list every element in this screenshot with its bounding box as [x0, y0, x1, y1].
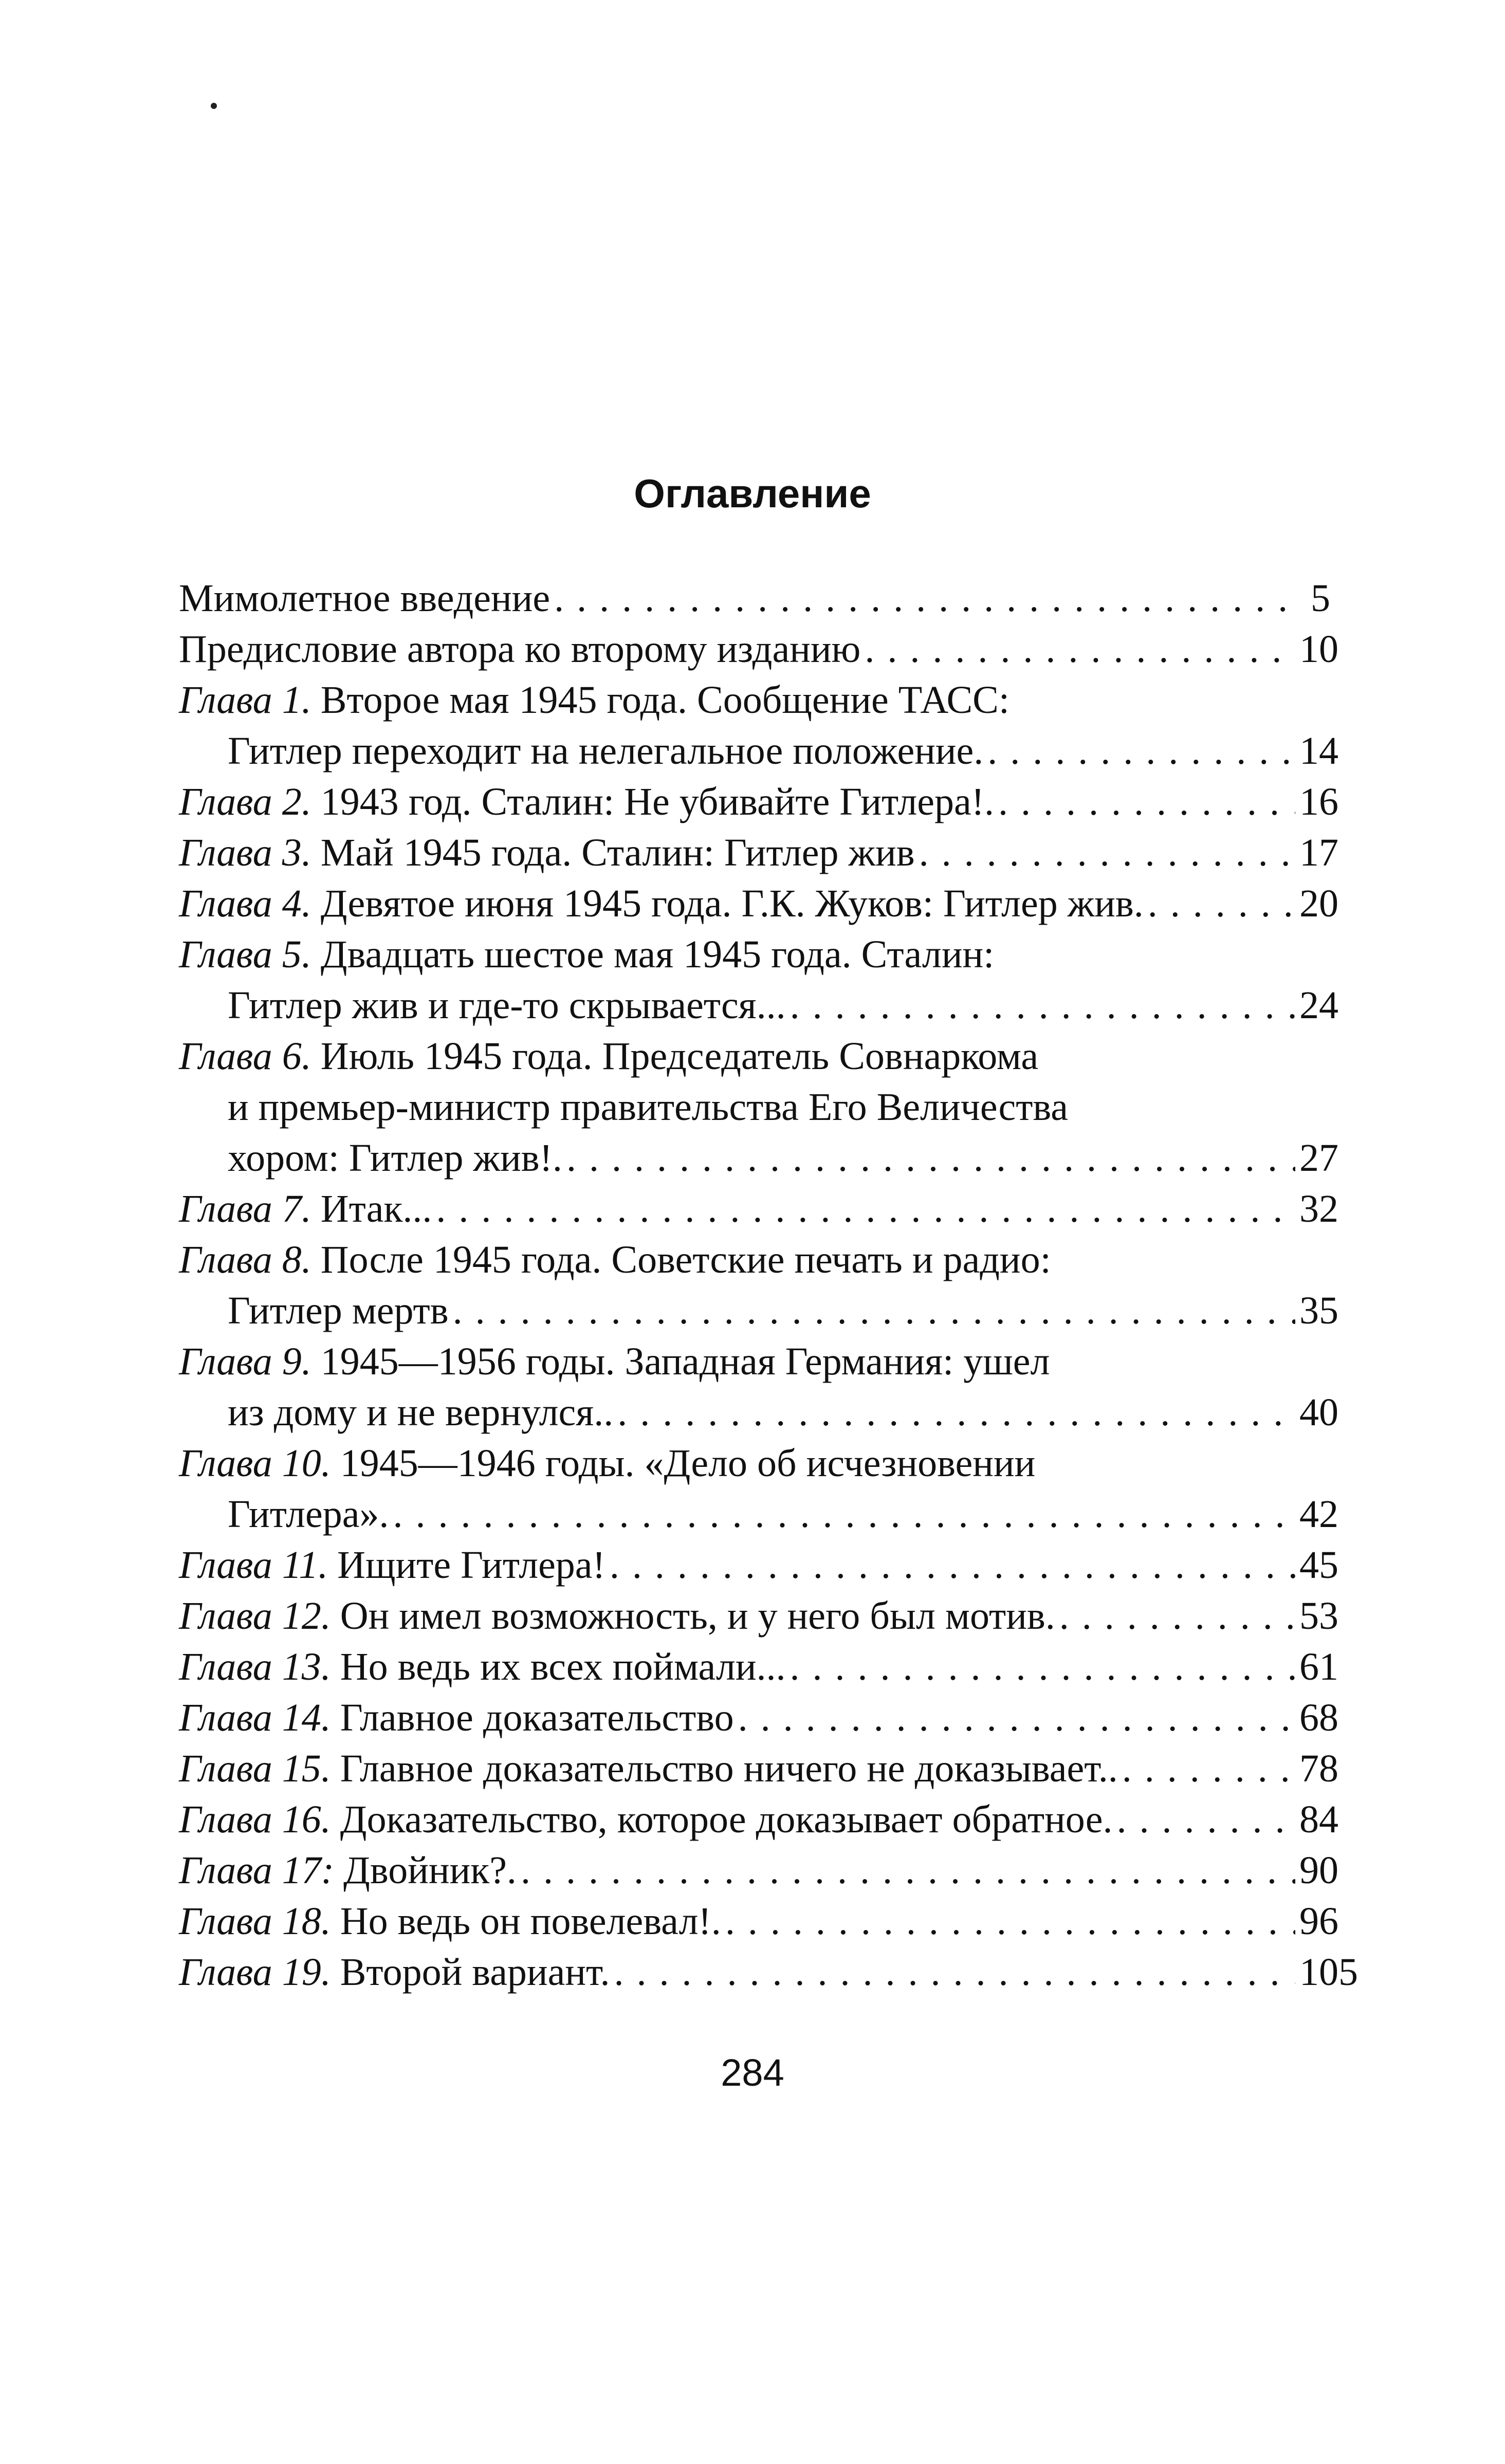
chapter-label: Глава 12.: [179, 1594, 331, 1638]
entry-page-number: 53: [1299, 1594, 1338, 1638]
entry-page-number: 96: [1299, 1900, 1338, 1943]
chapter-label: Глава 13.: [179, 1645, 331, 1688]
toc-entry-line: [179, 624, 1338, 675]
toc-entry-line: [179, 1133, 1338, 1184]
chapter-label: Глава 10.: [179, 1442, 331, 1485]
entry-title: После 1945 года. Советские печать и радио:: [320, 1238, 1051, 1281]
entry-title: Июль 1945 года. Председатель Совнаркома: [320, 1035, 1039, 1078]
dot-leader: [566, 1133, 1295, 1184]
entry-page-number: 20: [1299, 882, 1338, 925]
chapter-label: Глава 7.: [179, 1187, 311, 1230]
toc-entry-line: [179, 1235, 1330, 1285]
dot-leader: [610, 1540, 1295, 1591]
toc-entry-line: [179, 726, 1338, 777]
page-number: 284: [721, 2051, 784, 2094]
entry-title: Доказательство, которое доказывает обратное.: [340, 1798, 1113, 1841]
chapter-label: Глава 9.: [179, 1340, 311, 1383]
entry-title: Но ведь он повелевал!.: [340, 1900, 721, 1943]
entry-page-number: 14: [1299, 729, 1338, 773]
entry-title: Двойник?.: [343, 1849, 517, 1892]
entry-page-number: 16: [1299, 780, 1338, 823]
toc-entry-line: [179, 1438, 1330, 1489]
entry-page-number: 10: [1299, 628, 1338, 671]
entry-page-number: 40: [1299, 1391, 1338, 1434]
entry-title: Гитлер жив и где-то скрывается...: [228, 984, 786, 1027]
toc-entry-line: [179, 1489, 1338, 1540]
toc-entry-line: [179, 1540, 1338, 1591]
entry-title: Девятое июня 1945 года. Г.К. Жуков: Гитлер жив.: [320, 882, 1144, 925]
dot-leader: [453, 1285, 1295, 1336]
toc-entry-line: [179, 878, 1338, 929]
chapter-label: Глава 5.: [179, 933, 311, 976]
entry-page-number: 61: [1299, 1645, 1338, 1688]
chapter-label: Глава 8.: [179, 1238, 311, 1281]
dot-leader: [919, 828, 1295, 878]
toc-entry-line: [179, 1743, 1338, 1794]
toc-entry-line: [179, 573, 1330, 624]
entry-title: 1945—1946 годы. «Дело об исчезновении: [340, 1442, 1036, 1485]
toc-entry-line: [179, 1947, 1358, 1998]
dot-leader: [790, 980, 1295, 1031]
toc-entry-line: [179, 777, 1338, 828]
entry-title: Главное доказательство: [340, 1696, 734, 1739]
chapter-label: Глава 19.: [179, 1951, 331, 1994]
chapter-label: Глава 18.: [179, 1900, 331, 1943]
entry-title: Гитлер мертв: [228, 1289, 449, 1332]
toc-entry-line: [179, 1693, 1338, 1743]
entry-page-number: 105: [1299, 1951, 1358, 1994]
chapter-label: Глава 17:: [179, 1849, 335, 1892]
entry-page-number: 35: [1299, 1289, 1338, 1332]
toc-entry-line: [179, 1336, 1330, 1387]
entry-page-number: 17: [1299, 831, 1338, 874]
entry-title: Гитлера».: [228, 1493, 389, 1536]
chapter-label: Глава 15.: [179, 1747, 331, 1790]
entry-page-number: 90: [1299, 1849, 1338, 1892]
toc-entry-line: [179, 929, 1330, 980]
entry-title: Мимолетное введение: [179, 577, 550, 620]
entry-page-number: 32: [1299, 1187, 1338, 1230]
chapter-label: Глава 4.: [179, 882, 311, 925]
toc-entry-line: [179, 1031, 1330, 1082]
entry-title: Предисловие автора ко второму изданию: [179, 628, 861, 671]
chapter-label: Глава 2.: [179, 780, 311, 823]
entry-title: и премьер-министр правительства Его Величества: [228, 1086, 1069, 1129]
entry-title: Итак...: [320, 1187, 432, 1230]
entry-title: Он имел возможность, и у него был мотив.: [340, 1594, 1055, 1638]
dot-leader: [738, 1693, 1295, 1743]
print-speck: [211, 103, 217, 109]
dot-leader: [393, 1489, 1295, 1540]
dot-leader: [554, 573, 1295, 624]
chapter-label: Глава 3.: [179, 831, 311, 874]
dot-leader: [1116, 1794, 1295, 1845]
entry-title: Гитлер переходит на нелегальное положение.: [228, 729, 984, 773]
page-title: Оглавление: [634, 471, 871, 516]
dot-leader: [1122, 1743, 1295, 1794]
entry-title: из дому и не вернулся..: [228, 1391, 614, 1434]
dot-leader: [1059, 1591, 1295, 1642]
chapter-label: Глава 16.: [179, 1798, 331, 1841]
chapter-label: Глава 1.: [179, 678, 311, 722]
chapter-label: Глава 6.: [179, 1035, 311, 1078]
dot-leader: [865, 624, 1295, 675]
entry-title: Двадцать шестое мая 1945 года. Сталин:: [320, 933, 995, 976]
dot-leader: [1148, 878, 1295, 929]
entry-title: Ищите Гитлера!: [337, 1543, 605, 1587]
chapter-label: Глава 14.: [179, 1696, 331, 1739]
entry-page-number: 27: [1299, 1136, 1338, 1180]
toc-entry-line: [179, 1794, 1338, 1845]
entry-title: Май 1945 года. Сталин: Гитлер жив: [320, 831, 915, 874]
toc-entry-line: [179, 1896, 1338, 1947]
entry-title: Второй вариант.: [340, 1951, 610, 1994]
entry-page-number: 24: [1299, 984, 1338, 1027]
entry-title: Главное доказательство ничего не доказывает..: [340, 1747, 1118, 1790]
toc-entry-line: [179, 675, 1330, 726]
entry-title: Второе мая 1945 года. Сообщение ТАСС:: [320, 678, 1010, 722]
dot-leader: [998, 777, 1295, 828]
entry-page-number: 68: [1299, 1696, 1338, 1739]
dot-leader: [436, 1184, 1295, 1235]
toc-entry-line: [179, 1387, 1338, 1438]
entry-page-number: 5: [1311, 577, 1330, 620]
dot-leader: [617, 1387, 1295, 1438]
toc-entry-line: [179, 1285, 1338, 1336]
dot-leader: [725, 1896, 1295, 1947]
chapter-label: Глава 11.: [179, 1543, 328, 1587]
entry-page-number: 84: [1299, 1798, 1338, 1841]
toc-entry-line: [179, 1591, 1338, 1642]
toc-entry-line: [179, 980, 1338, 1031]
toc-entry-line: [179, 828, 1338, 878]
entry-title: 1943 год. Сталин: Не убивайте Гитлера!.: [320, 780, 995, 823]
entry-page-number: 42: [1299, 1493, 1338, 1536]
toc-entry-line: [179, 1184, 1338, 1235]
entry-title: хором: Гитлер жив!.: [228, 1136, 562, 1180]
dot-leader: [987, 726, 1295, 777]
entry-page-number: 45: [1299, 1543, 1338, 1587]
toc-entry-line: [179, 1642, 1338, 1693]
entry-title: Но ведь их всех поймали...: [340, 1645, 786, 1688]
dot-leader: [790, 1642, 1295, 1693]
entry-title: 1945—1956 годы. Западная Германия: ушел: [320, 1340, 1050, 1383]
table-of-contents: [179, 573, 1358, 1998]
toc-entry-line: [179, 1845, 1338, 1896]
dot-leader: [614, 1947, 1296, 1998]
entry-page-number: 78: [1299, 1747, 1338, 1790]
dot-leader: [521, 1845, 1295, 1896]
toc-entry-line: [179, 1082, 1330, 1133]
